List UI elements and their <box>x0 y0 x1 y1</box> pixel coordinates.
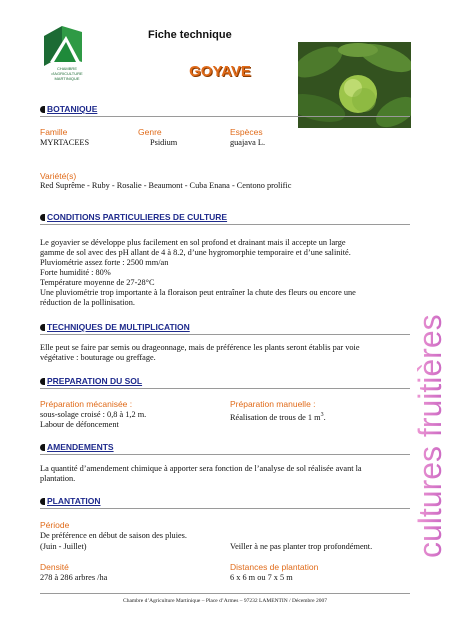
especes-label: Espèces <box>230 127 263 137</box>
text-line: Une pluviométrie trop importante à la floraison peut entraîner la chute des fleurs ou encore une <box>40 288 356 297</box>
amendements-text <box>40 464 412 484</box>
famille-value: MYRTACEES <box>40 138 90 147</box>
side-banner <box>411 232 451 562</box>
text-line: Le goyavier se développe plus facilement en sol profond et drainant mais il accepte un large <box>40 238 346 247</box>
meca-line-2: Labour de défoncement <box>40 420 119 429</box>
divider <box>40 224 410 225</box>
text-line: plantation. <box>40 474 76 483</box>
section-botanique-heading <box>40 104 97 114</box>
footer-divider <box>40 593 410 594</box>
footer-text: Chambre d’Agriculture Martinique – Place d’Armes – 97232 LAMENTIN / Décembre 2007 <box>123 598 327 604</box>
text-line: Température moyenne de 27-28°C <box>40 278 155 287</box>
section-title: PREPARATION DU SOL <box>47 376 143 386</box>
manu-line-1 <box>230 410 326 423</box>
text-line: La quantité d’amendement chimique à apporter sera fonction de l’analyse de sol réalisée avant la <box>40 464 362 473</box>
meca-label: Préparation mécanisée : <box>40 399 133 409</box>
periode-line-2: (Juin - Juillet) <box>40 542 87 551</box>
especes-value: guajava L. <box>230 138 266 147</box>
manu-period: . <box>323 412 326 422</box>
manu-text: Réalisation de trous de 1 m <box>230 412 321 422</box>
section-plantation-heading <box>40 496 101 506</box>
distances-value: 6 x 6 m ou 7 x 5 m <box>230 573 293 582</box>
section-title: PLANTATION <box>47 496 101 506</box>
genre-value: Psidium <box>150 138 178 147</box>
distances-label: Distances de plantation <box>230 562 319 572</box>
section-title: TECHNIQUES DE MULTIPLICATION <box>47 322 190 332</box>
genre-label: Genre <box>138 127 162 137</box>
section-conditions-heading <box>40 212 227 222</box>
text-line: Pluviométrie assez forte : 2500 mm/an <box>40 258 169 267</box>
section-bullet-icon <box>40 444 45 451</box>
text-line: gamme de sol avec des pH allant de 4 à 8.2, d’une hygromorphie temporaire et d’une salinité. <box>40 248 351 257</box>
section-amendements-heading <box>40 442 114 452</box>
plantation-note: Veiller à ne pas planter trop profondément. <box>230 542 373 551</box>
text-line: réduction de la pollinisation. <box>40 298 135 307</box>
variete-label: Variété(s) <box>40 171 77 181</box>
divider <box>40 508 410 509</box>
side-text: cultures fruitières <box>412 314 448 558</box>
divider <box>40 388 410 389</box>
section-bullet-icon <box>40 214 45 221</box>
multiplication-text <box>40 343 412 363</box>
conditions-text <box>40 238 412 308</box>
densite-value: 278 à 286 arbres /ha <box>40 573 108 582</box>
manu-label: Préparation manuelle : <box>230 399 316 409</box>
text-line: végétative : bouturage ou greffage. <box>40 353 156 362</box>
section-title: AMENDEMENTS <box>47 442 114 452</box>
varietes-value: Red Suprême - Ruby - Rosalie - Beaumont - Cuba Enana - Centono prolific <box>40 181 292 190</box>
page-title: GOYAVE <box>189 63 251 80</box>
section-bullet-icon <box>40 324 45 331</box>
periode-label: Période <box>40 520 70 530</box>
chambre-agriculture-logo <box>40 22 94 86</box>
famille-label: Famille <box>40 127 68 137</box>
doc-type: Fiche technique <box>148 29 232 41</box>
divider <box>40 334 410 335</box>
logo-line-1: CHAMBRE <box>56 66 77 71</box>
manu-exponent: 3 <box>320 412 324 418</box>
section-sol-heading <box>40 376 142 386</box>
periode-line-1: De préférence en début de saison des pluies. <box>40 531 187 540</box>
logo-line-2: d'AGRICULTURE <box>51 71 83 76</box>
divider <box>40 454 410 455</box>
section-multiplication-heading <box>40 322 190 332</box>
text-line: Forte humidité : 80% <box>40 268 111 277</box>
divider <box>40 116 410 117</box>
section-bullet-icon <box>40 106 45 113</box>
section-title: BOTANIQUE <box>47 104 98 114</box>
logo-line-3: MARTINIQUE <box>54 76 80 81</box>
section-bullet-icon <box>40 378 45 385</box>
text-line: Elle peut se faire par semis ou drageonnage, mais de préférence les plants seront établis par voie <box>40 343 360 352</box>
densite-label: Densité <box>40 562 69 572</box>
section-bullet-icon <box>40 498 45 505</box>
meca-line-1: sous-solage croisé : 0,8 à 1,2 m. <box>40 410 147 419</box>
section-title: CONDITIONS PARTICULIERES DE CULTURE <box>47 212 228 222</box>
